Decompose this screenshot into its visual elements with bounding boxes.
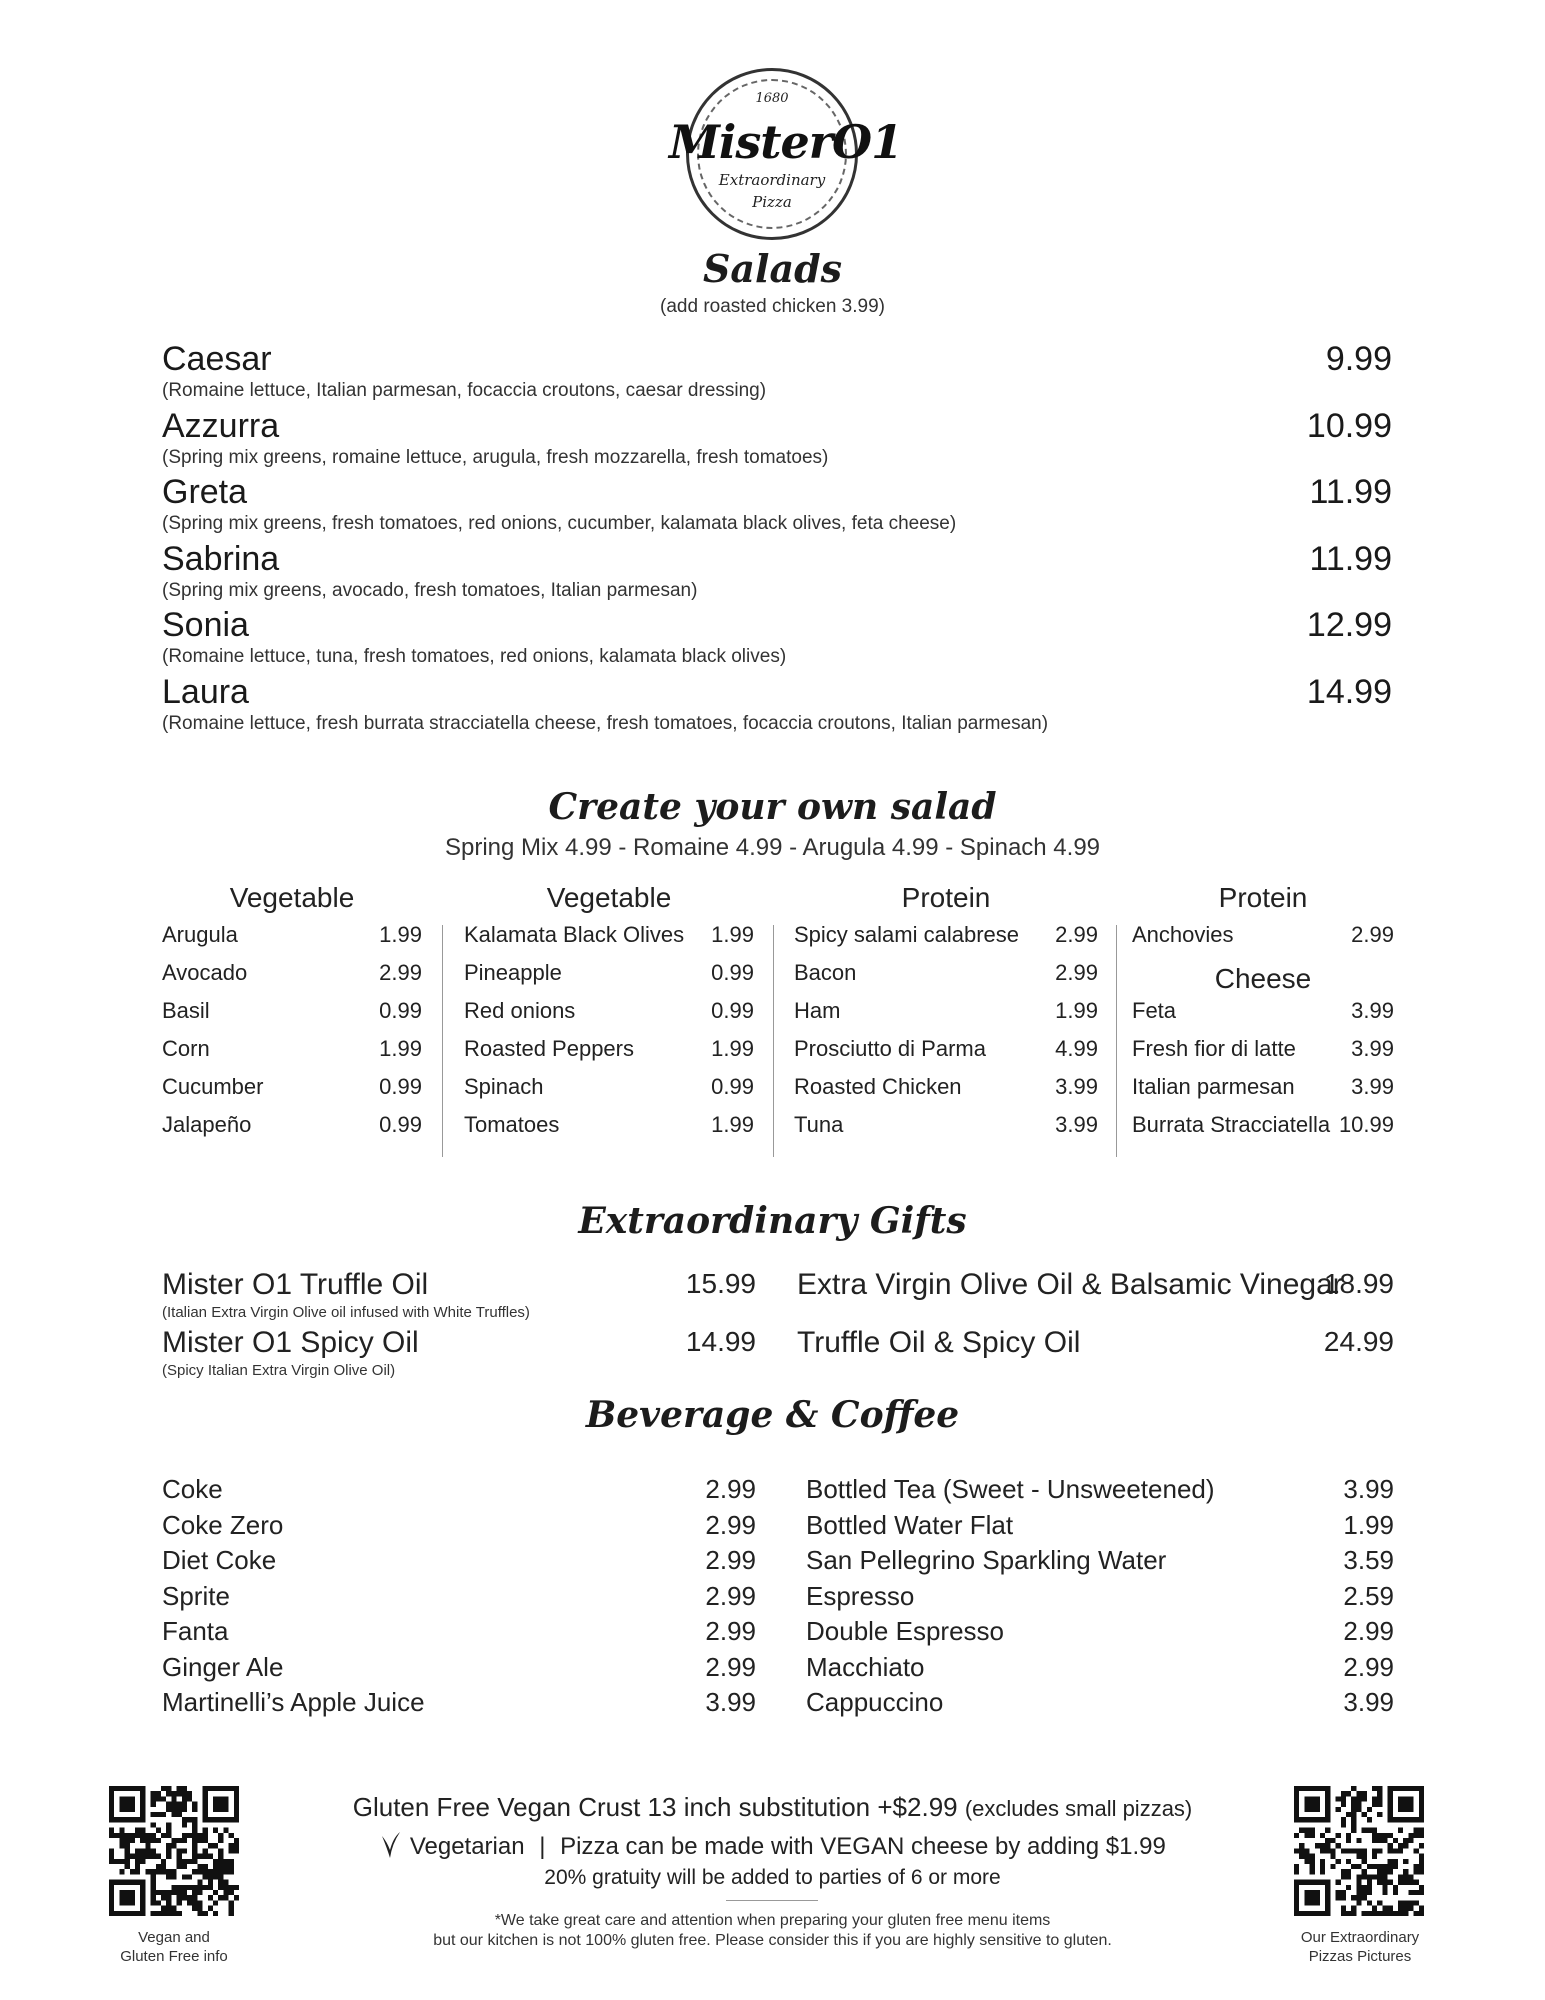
column-divider: [442, 925, 443, 1157]
beverage-item: [162, 1581, 756, 1616]
beverage-name: Espresso: [806, 1580, 915, 1611]
gift-price: 15.99: [685, 1268, 756, 1299]
topping-name: Italian parmesan: [1132, 1074, 1295, 1099]
topping-name: Anchovies: [1132, 922, 1234, 947]
beverage-item: [162, 1474, 756, 1509]
divider: [726, 1900, 818, 1901]
beverage-price: 3.99: [1343, 1474, 1394, 1504]
salads-note: (add roasted chicken 3.99): [660, 296, 885, 317]
topping-price: 1.99: [379, 1036, 422, 1061]
qr-code-pizza-pictures[interactable]: [1294, 1786, 1424, 1916]
topping-item: [1132, 1036, 1394, 1074]
beverages-title: Beverage & Coffee: [585, 1394, 960, 1436]
beverage-item: [162, 1545, 756, 1580]
toppings-column: [464, 882, 754, 1162]
topping-item: [1132, 998, 1394, 1036]
beverage-item: [806, 1510, 1394, 1545]
beverage-item: [806, 1652, 1394, 1687]
topping-name: Prosciutto di Parma: [794, 1036, 986, 1061]
topping-name: Ham: [794, 998, 841, 1023]
topping-item: [1132, 1074, 1394, 1112]
beverage-price: 2.59: [1343, 1580, 1394, 1611]
beverage-price: 2.99: [1343, 1616, 1394, 1646]
beverage-item: [806, 1581, 1394, 1616]
topping-item: [464, 1036, 754, 1074]
topping-price: 3.99: [1351, 1074, 1394, 1099]
beverage-name: Macchiato: [806, 1651, 925, 1682]
topping-item: [162, 998, 422, 1036]
gift-item: [162, 1326, 756, 1384]
create-salad-bases: Spring Mix 4.99 - Romaine 4.99 - Arugula 4.99 - Spinach 4.99: [444, 834, 1101, 861]
salad-description: (Spring mix greens, fresh tomatoes, red onions, cucumber, kalamata black olives, feta cheese): [162, 513, 957, 535]
toppings-column: [794, 882, 1098, 1162]
topping-item: [1132, 922, 1394, 960]
beverage-item: [806, 1687, 1394, 1722]
topping-price: 0.99: [711, 1074, 754, 1099]
qr-caption: [84, 1928, 264, 1966]
beverage-item: [806, 1474, 1394, 1509]
salad-name: Caesar: [162, 340, 272, 378]
salad-description: (Spring mix greens, avocado, fresh tomatoes, Italian parmesan): [162, 579, 698, 601]
gifts-title: Extraordinary Gifts: [578, 1200, 967, 1242]
disclaimer-line: but our kitchen is not 100% gluten free. Please consider this if you are highly sensitive to gluten.: [433, 1932, 1112, 1949]
topping-price: 2.99: [1055, 960, 1098, 985]
beverage-name: Coke: [162, 1474, 223, 1504]
qr-caption-line: Gluten Free info: [120, 1948, 228, 1965]
topping-item: [464, 960, 754, 998]
topping-price: 0.99: [711, 960, 754, 985]
toppings-column: [162, 882, 422, 1162]
topping-name: Arugula: [162, 922, 238, 947]
salad-name: Azzurra: [162, 406, 280, 445]
topping-name: Tomatoes: [464, 1112, 560, 1137]
column-divider: [1116, 925, 1117, 1157]
topping-item: [162, 960, 422, 998]
qr-caption: [1270, 1928, 1450, 1966]
gift-name: Truffle Oil & Spicy Oil: [797, 1326, 1081, 1359]
topping-item: [162, 1074, 422, 1112]
topping-price: 1.99: [711, 1036, 754, 1061]
beverage-name: San Pellegrino Sparkling Water: [806, 1545, 1167, 1575]
column-heading: Protein: [1218, 882, 1308, 913]
topping-name: Feta: [1132, 998, 1177, 1023]
topping-price: 3.99: [1055, 1112, 1098, 1137]
beverage-item: [162, 1616, 756, 1651]
topping-item: [162, 1036, 422, 1074]
gluten-free-note: (excludes small pizzas): [964, 1796, 1193, 1821]
beverage-price: 3.99: [705, 1687, 756, 1717]
beverage-price: 3.59: [1343, 1545, 1394, 1575]
vegan-cheese-text: Pizza can be made with VEGAN cheese by adding $1.99: [560, 1833, 1166, 1860]
beverage-price: 2.99: [705, 1509, 756, 1540]
toppings-column: [1132, 882, 1394, 1162]
salad-item: [162, 340, 1392, 406]
salad-price: 11.99: [1309, 539, 1392, 578]
beverage-price: 1.99: [1343, 1509, 1394, 1540]
topping-name: Burrata Stracciatella: [1132, 1112, 1331, 1137]
beverage-name: Double Espresso: [806, 1616, 1004, 1646]
topping-price: 0.99: [379, 1074, 422, 1099]
topping-item: [794, 922, 1098, 960]
logo-year: 1680: [755, 91, 789, 106]
topping-price: 3.99: [1351, 998, 1394, 1023]
column-heading: Vegetable: [229, 882, 355, 913]
qr-caption-line: Our Extraordinary: [1300, 1929, 1420, 1946]
beverage-name: Coke Zero: [162, 1509, 284, 1540]
topping-name: Jalapeño: [162, 1112, 252, 1137]
topping-price: 0.99: [379, 998, 422, 1023]
gift-item: [797, 1268, 1394, 1326]
topping-name: Spinach: [464, 1074, 544, 1099]
salad-item: [162, 407, 1392, 473]
qr-caption-line: Vegan and: [138, 1929, 210, 1946]
topping-name: Fresh fior di latte: [1132, 1036, 1296, 1061]
vegetarian-label: Vegetarian: [409, 1833, 525, 1860]
salad-price: 10.99: [1306, 406, 1392, 445]
gift-description: (Spicy Italian Extra Virgin Olive Oil): [162, 1362, 396, 1379]
salad-item: [162, 473, 1392, 539]
gift-name: Mister O1 Truffle Oil: [162, 1268, 429, 1301]
salad-price: 9.99: [1325, 340, 1392, 378]
salad-name: Laura: [162, 673, 249, 711]
salad-item: [162, 540, 1392, 606]
topping-price: 3.99: [1055, 1074, 1098, 1099]
beverage-price: 2.99: [705, 1616, 756, 1646]
gift-name: Extra Virgin Olive Oil & Balsamic Vinegar: [797, 1268, 1343, 1301]
beverage-item: [162, 1510, 756, 1545]
salad-description: (Romaine lettuce, Italian parmesan, focaccia croutons, caesar dressing): [162, 380, 767, 401]
column-heading: Vegetable: [546, 882, 672, 913]
topping-name: Avocado: [162, 960, 248, 985]
topping-price: 0.99: [711, 998, 754, 1023]
topping-price: 1.99: [1055, 998, 1098, 1023]
gluten-free-text: Gluten Free Vegan Crust 13 inch substitution +$2.99: [352, 1792, 958, 1822]
topping-price: 1.99: [711, 922, 754, 947]
salad-name: Greta: [162, 473, 248, 512]
topping-item: [464, 1112, 754, 1150]
topping-item: [464, 922, 754, 960]
topping-name: Roasted Peppers: [464, 1036, 634, 1061]
qr-code-vegan-gluten-free[interactable]: [109, 1786, 239, 1916]
topping-price: 1.99: [711, 1112, 754, 1137]
beverage-price: 2.99: [705, 1474, 756, 1504]
gift-description: (Italian Extra Virgin Olive oil infused with White Truffles): [162, 1304, 530, 1321]
beverage-name: Bottled Water Flat: [806, 1509, 1014, 1540]
topping-name: Cucumber: [162, 1074, 264, 1099]
beverage-price: 2.99: [705, 1651, 756, 1682]
topping-item: [162, 1112, 422, 1150]
topping-item: [162, 922, 422, 960]
topping-price: 1.99: [379, 922, 422, 947]
topping-item: [464, 1074, 754, 1112]
beverage-name: Martinelli’s Apple Juice: [162, 1687, 425, 1717]
qr-caption-line: Pizzas Pictures: [1308, 1948, 1412, 1965]
topping-price: 2.99: [1055, 922, 1098, 947]
gift-price: 18.99: [1323, 1268, 1394, 1299]
salad-item: [162, 673, 1392, 739]
topping-name: Tuna: [794, 1112, 844, 1137]
salad-description: (Romaine lettuce, fresh burrata stracciatella cheese, fresh tomatoes, focaccia croutons, Italian parmesan): [162, 713, 1049, 734]
topping-name: Kalamata Black Olives: [464, 922, 685, 947]
beverage-name: Diet Coke: [162, 1545, 277, 1575]
topping-item: [464, 998, 754, 1036]
beverage-item: [162, 1652, 756, 1687]
salad-price: 11.99: [1309, 473, 1392, 512]
gift-price: 14.99: [685, 1326, 756, 1357]
gift-price: 24.99: [1323, 1326, 1394, 1357]
topping-price: 4.99: [1055, 1036, 1098, 1061]
column-heading: Protein: [901, 882, 991, 913]
logo-name: MisterO1: [669, 115, 903, 169]
column-subheading: Cheese: [1214, 963, 1312, 994]
gratuity-note: 20% gratuity will be added to parties of 6 or more: [544, 1866, 1001, 1889]
beverage-name: Fanta: [162, 1616, 229, 1646]
topping-name: Roasted Chicken: [794, 1074, 962, 1099]
beverage-name: Cappuccino: [806, 1687, 944, 1717]
beverage-item: [806, 1545, 1394, 1580]
logo-tagline: Extraordinary: [718, 171, 826, 189]
beverage-name: Sprite: [162, 1580, 230, 1611]
beverage-price: 3.99: [1343, 1687, 1394, 1717]
topping-name: Spicy salami calabrese: [794, 922, 1019, 947]
salad-description: (Spring mix greens, romaine lettuce, arugula, fresh mozzarella, fresh tomatoes): [162, 446, 829, 468]
restaurant-logo: [669, 68, 903, 240]
topping-price: 2.99: [1351, 922, 1394, 947]
separator: |: [539, 1833, 546, 1860]
salad-description: (Romaine lettuce, tuna, fresh tomatoes, red onions, kalamata black olives): [162, 646, 787, 668]
salad-price: 14.99: [1306, 673, 1392, 711]
beverage-name: Ginger Ale: [162, 1651, 284, 1682]
beverage-price: 2.99: [705, 1580, 756, 1611]
beverage-price: 2.99: [1343, 1651, 1394, 1682]
topping-name: Bacon: [794, 960, 857, 985]
topping-item: [794, 998, 1098, 1036]
topping-name: Pineapple: [464, 960, 562, 985]
logo-tagline: Pizza: [752, 193, 792, 211]
topping-item: [794, 1074, 1098, 1112]
salad-item: [162, 606, 1392, 672]
gift-item: [162, 1268, 756, 1326]
beverage-price: 2.99: [705, 1545, 756, 1575]
gift-item: [797, 1326, 1394, 1384]
topping-item: [1132, 1112, 1394, 1150]
topping-price: 0.99: [379, 1112, 422, 1137]
salad-name: Sonia: [162, 606, 249, 645]
topping-name: Red onions: [464, 998, 576, 1023]
column-divider: [773, 925, 774, 1157]
salad-price: 12.99: [1306, 606, 1392, 645]
topping-price: 3.99: [1351, 1036, 1394, 1061]
topping-name: Corn: [162, 1036, 210, 1061]
topping-item: [794, 960, 1098, 998]
beverage-name: Bottled Tea (Sweet - Unsweetened): [806, 1474, 1215, 1504]
vegetarian-leaf-icon: [379, 1830, 403, 1860]
beverage-item: [806, 1616, 1394, 1651]
topping-price: 10.99: [1338, 1112, 1394, 1137]
beverage-item: [162, 1687, 756, 1722]
salad-name: Sabrina: [162, 539, 280, 578]
topping-name: Basil: [162, 998, 210, 1023]
disclaimer-line: *We take great care and attention when preparing your gluten free menu items: [494, 1912, 1051, 1929]
topping-price: 2.99: [379, 960, 422, 985]
gift-name: Mister O1 Spicy Oil: [162, 1326, 419, 1359]
create-salad-title: Create your own salad: [548, 786, 997, 828]
topping-item: [794, 1112, 1098, 1150]
topping-item: [794, 1036, 1098, 1074]
salads-title: Salads: [702, 246, 843, 291]
